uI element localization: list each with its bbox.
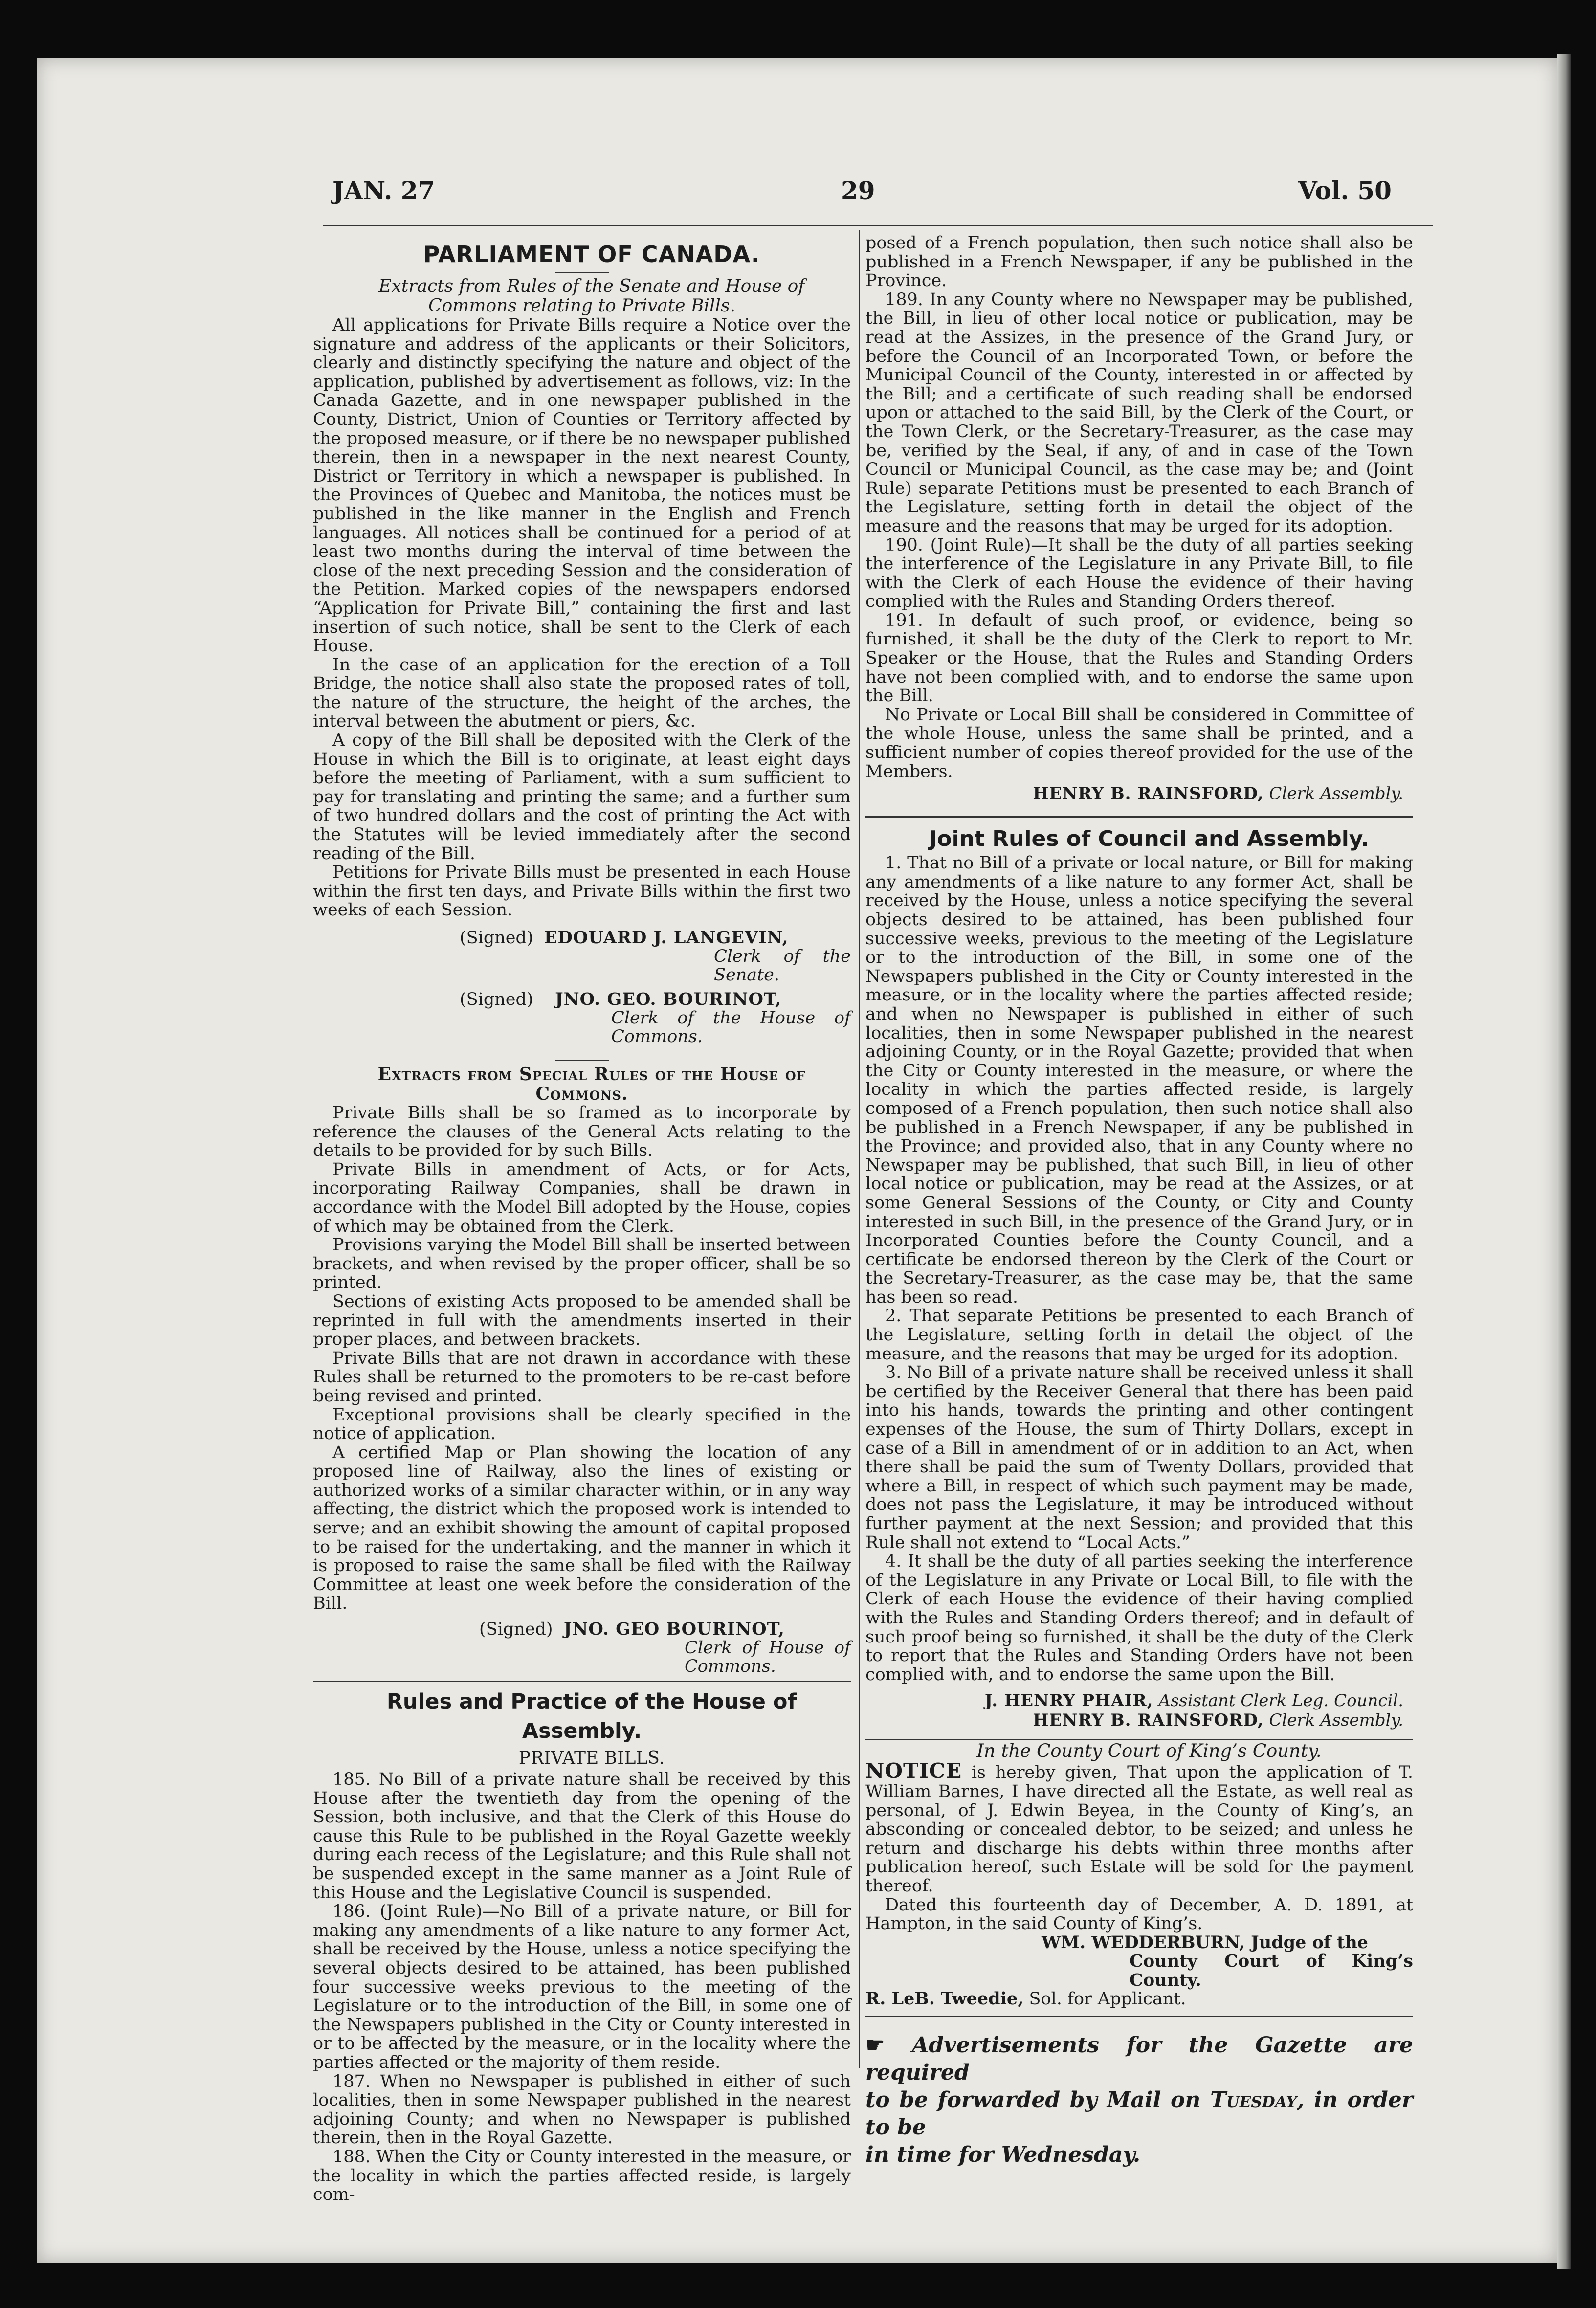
column-divider [859,230,860,2068]
rule-paragraph: 1. That no Bill of a private or local nature, or Bill for making any amendments of a like nature to any former Act, shall be received by the House, unless a notice specifying the several objects desired to be attained, has been published four successive weeks, previous to the meeting of the Legislature or to the introduction of the Bill, in some one of the Newspapers published in the City or County interested in the measure, or in the locality where the parties affected reside; and when no Newspaper is published in either of such localities, then in some Newspaper published in the nearest adjoining County, or in the Royal Gazette; provided that when the City or County interested in the measure, or where the locality in which the parties affected reside, is largely composed of a French population, then such notice shall also be published in a French Newspaper, if any be published in the Province; and provided also, that in any County where no Newspaper may be published, that such Bill, in lieu of other local notice or publication, may be read at the Assizes, or at some General Sessions of the County, or City and County interested in such Bill, in the presence of the Grand Jury, or in Incorporated Counties before the County Council, and a certificate be endorsed thereon by the Clerk of the Court or the Secretary-Treasurer, as the case may be, that the same has been so read. [865,853,1413,1307]
solicitor-title: Sol. for Applicant. [1023,1989,1186,2009]
signatory-title: Clerk of House of Commons. [685,1638,851,1677]
solicitor-line [865,1990,1413,2009]
rule-paragraph: 185. No Bill of a private nature shall be received by this House after the twentieth day from the opening of the Session, both inclusive, and that the Clerk of this House do cause this Rule to be published in the Royal Gazette weekly during each recess of the Legislature; and this Rule shall not be suspended except in the same manner as a Joint Rule of this House and the Legislative Council is suspended. [313,1770,851,1903]
signed-label: (Signed) [460,990,533,1009]
parliament-subtitle: Extracts from Rules of the Senate and House of Commons relating to Private Bills. [378,276,805,316]
header-date: JAN. 27 [332,176,435,205]
notice-block [865,1759,1413,1934]
paragraph: Private Bills that are not drawn in accordance with these Rules shall be returned to the promoters to be re-cast before being revised and printed. [313,1348,851,1406]
assembly-rules-title: Rules and Practice of the House of Assembly. [386,1689,797,1744]
paragraph: All applications for Private Bills require a Notice over the signature and address of the applicants or their Solicitors, clearly and distinctly specifying the nature and object of the application, published by advertisement as follows, viz: In the Canada Gazette, and in one newspaper published in the County, District, Union of Counties or Territory affected by the proposed measure, or if there be no newspaper published therein, then in a newspaper in the next nearest County, District or Territory in which a newspaper is published. In the Provinces of Quebec and Manitoba, the notices must be published in the like manner in the English and French languages. All notices shall be continued for a period of at least two months during the interval of time between the close of the next preceding Session and the consideration of the Petition. Marked copies of the newspapers endorsed “Application for Private Bill,” containing the first and last insertion of such notice, shall be sent to the Clerk of each House. [313,315,851,656]
paragraph: No Private or Local Bill shall be considered in Committee of the whole House, unless the same shall be printed, and a sufficient number of copies thereof provided for the use of the Members. [865,705,1413,781]
rule-paragraph: 2. That separate Petitions be presented to each Branch of the Legislature, setting forth in detail the object of the measure, and the reasons that may be urged for its adoption. [865,1306,1413,1364]
signature-phair [865,1691,1403,1710]
header-rule [323,225,1433,226]
signature-rainsford-2 [865,1710,1403,1730]
signatory-title: Assistant Clerk Leg. Council. [1158,1691,1403,1711]
section-rule [555,1060,609,1061]
paragraph: A copy of the Bill shall be deposited with the Clerk of the House in which the Bill is to originate, at least eight days before the meeting of Parliament, with a sum sufficient to pay for translating and printing the same; and a further sum of two hundred dollars and the cost of printing the Act with the Statutes will be levied immediately after the second reading of the Bill. [313,731,851,864]
page-edge [1557,54,1571,2269]
ad-line: to be forwarded by Mail on [865,2087,1210,2113]
signatory-name: EDOUARD J. LANGEVIN, [544,928,789,948]
signature-bourinot-2 [479,1620,851,1676]
rule-paragraph: 190. (Joint Rule)—It shall be the duty of all parties seeking the interference of the Legislature in any Private Bill, to file with the Clerk of each House the evidence of their having complied with the Rules and Standing Orders thereof. [865,535,1413,612]
right-column [865,234,1413,2169]
section-rule [865,2016,1413,2017]
signatory-title: Clerk of the Senate. [714,947,851,985]
signature-bourinot [460,990,851,1046]
title-rule [555,272,609,273]
rule-paragraph: 4. It shall be the duty of all parties seeking the interference of the Legislature in any Private or Local Bill, to file with the Clerk of each House the evidence of their having complied with the Rules and Standing Orders thereof; and in default of such proof being so furnished, it shall be the duty of the Clerk to report that the Rules and Standing Orders have not been complied with, and to endorse the same upon the Bill. [865,1552,1413,1685]
notice-body: is hereby given, That upon the application of T. William Barnes, I have directed all the Estate, as well real as personal, of J. Edwin Beyea, in the County of King’s, an absconding or concealed debtor, to be seized; and unless he return and discharge his debts within three months after publication hereof, such Estate will be sold for the payment thereof. [865,1763,1413,1896]
signed-label: (Signed) [460,928,533,948]
ad-day: Tuesday [1210,2087,1297,2113]
rule-paragraph: 186. (Joint Rule)—No Bill of a private nature, or Bill for making any amendments of a like nature to any former Act, shall be received by the House, unless a notice specifying the several objects desired to be attained, has been published four successive weeks previous to the meeting of the Legislature or to the introduction of the Bill, in some one of the Newspapers published in the City or County interested in or to be affected by the measure, or in the locality where the parties affected or the majority of them reside. [313,1902,851,2072]
signed-label: (Signed) [479,1620,553,1640]
paragraph: Sections of existing Acts proposed to be amended shall be reprinted in full with the amendments inserted in their proper places, and between brackets. [313,1291,851,1350]
ad-line: in time for Wednesday. [865,2142,1141,2168]
judge-name: WM. WEDDERBURN, Judge of the [1042,1932,1369,1953]
paragraph: posed of a French population, then such notice shall also be published in a French Newspaper, if any be published in the Province. [865,233,1413,291]
parliament-title: PARLIAMENT OF CANADA. [423,241,760,267]
signatory-name: JNO. GEO. BOURINOT, [555,989,782,1009]
rule-paragraph: 3. No Bill of a private nature shall be received unless it shall be certified by the Receiver General that there has been paid into his hands, towards the printing and other contingent expenses of the House, the sum of Thirty Dollars, except in case of a Bill in amendment of or in addition to an Act, when there shall be paid the sum of Twenty Dollars, provided that where a Bill, in respect of which such payment may be made, does not pass the Legislature, it may be introduced without further payment at the next Session; and provided that this Rule shall not extend to “Local Acts.” [865,1363,1413,1553]
rule-paragraph: 191. In default of such proof, or evidence, being so furnished, it shall be the duty of the Clerk to report to Mr. Speaker or the House, that the Rules and Standing Orders have not been complied with, and to endorse the same upon the Bill. [865,610,1413,706]
paragraph: Private Bills in amendment of Acts, or for Acts, incorporating Railway Companies, shall be drawn in accordance with the Model Bill adopted by the House, copies of which may be obtained from the Clerk. [313,1159,851,1236]
signature-rainsford [865,784,1403,803]
signatory-name: HENRY B. RAINSFORD, [1033,784,1264,804]
header-volume: Vol. 50 [1298,176,1392,205]
paragraph: A certified Map or Plan showing the location of any proposed line of Railway, also the lines of existing or authorized works of a similar character within, or in any way affecting, the district which the proposed work is intended to serve; and an exhibit showing the amount of capital proposed to be raised for the undertaking, and the manner in which it is proposed to raise the same shall be filed with the Railway Committee at least one week before the consideration of the Bill. [313,1442,851,1614]
signatory-name: HENRY B. RAINSFORD, [1033,1710,1264,1731]
ad-line: Advertisements for the Gazette are required [865,2033,1413,2086]
signatory-title: Clerk of the House of Commons. [611,1008,851,1046]
rule-paragraph: 188. When the City or County interested in the measure, or the locality in which the parties affected reside, is largely com- [313,2147,851,2205]
paragraph: Private Bills shall be so framed as to incorporate by reference the clauses of the General Acts relating to the details to be provided for by such Bills. [313,1103,851,1161]
advertisement-notice [865,2032,1413,2169]
notice-dated: Dated this fourteenth day of December, A. D. 1891, at Hampton, in the said County of King’s. [865,1895,1413,1934]
paragraph: In the case of an application for the erection of a Toll Bridge, the notice shall also state the proposed rates of toll, the nature of the structure, the height of the arches, the interval between the abutment or piers, &c. [313,655,851,732]
solicitor-name: R. LeB. Tweedie, [865,1989,1024,2009]
ad-line: , in order to be [865,2087,1413,2140]
paragraph: Exceptional provisions shall be clearly specified in the notice of application. [313,1405,851,1444]
joint-rules-title: Joint Rules of Council and Assembly. [929,826,1370,852]
special-rules-title: Extracts from Special Rules of the House of Commons. [377,1064,806,1104]
signature-langevin [460,929,851,984]
paragraph: Petitions for Private Bills must be presented in each House within the first ten days, and Private Bills within the first two weeks of each Session. [313,863,851,920]
judge-title: County Court of King’s County. [1130,1951,1413,1990]
county-court-title: In the County Court of King’s County. [976,1740,1322,1762]
rule-paragraph: 189. In any County where no Newspaper may be published, the Bill, in lieu of other local notice or publication, may be read at the Assizes, in the presence of the Grand Jury, or before the Council of an Incorporated Town, or before the Municipal Council of the County, interested in or affected by the Bill; and a certificate of such reading shall be endorsed upon or attached to the said Bill, by the Clerk of the Court, or the Town Clerk, or the Secretary-Treasurer, as the case may be, verified by the Seal, if any, of and in case of the Town Council or Municipal Council, as the case may be; and (Joint Rule) separate Petitions must be presented to each Branch of the Legislature, setting forth in detail the object of the measure and the reasons that may be urged for its adoption. [865,289,1413,536]
signatory-name: J. HENRY PHAIR, [984,1691,1153,1711]
header-page-number: 29 [841,176,875,205]
left-column [313,240,851,2204]
section-rule [313,1681,851,1682]
signatory-name: JNO. GEO BOURINOT, [563,1619,785,1640]
notice-lead: NOTICE [865,1759,962,1783]
pointing-hand-icon: ☛ [865,2033,885,2058]
signatory-title: Clerk Assembly. [1269,784,1403,804]
section-rule [865,816,1413,818]
paragraph: Provisions varying the Model Bill shall be inserted between brackets, and when revised by the proper officer, shall be so printed. [313,1235,851,1293]
signatory-title: Clerk Assembly. [1269,1710,1403,1731]
rule-paragraph: 187. When no Newspaper is published in either of such localities, then in some Newspaper published in the nearest adjoining County; and when no Newspaper is published therein, then in the Royal Gazette. [313,2071,851,2148]
private-bills-subtitle: PRIVATE BILLS. [518,1748,665,1769]
